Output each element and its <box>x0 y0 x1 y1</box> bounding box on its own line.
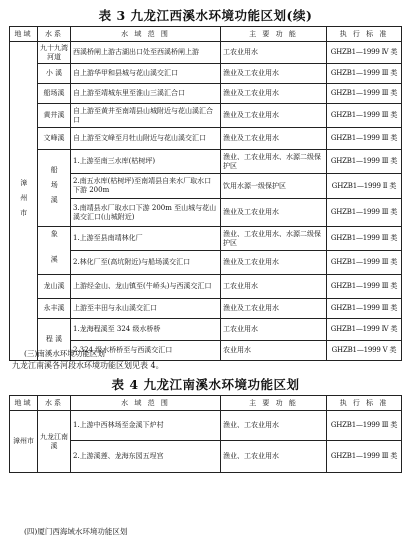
xiamen-section-heading: (四)厦门西海域水环境功能区划 <box>24 527 128 536</box>
system-cell: 船场溪 <box>38 150 71 227</box>
function-cell: 工农业用水 <box>221 42 327 64</box>
function-cell: 渔业及工农业用水 <box>221 299 327 319</box>
table-row <box>10 411 402 441</box>
header-function: 主 要 功 能 <box>221 27 327 42</box>
standard-cell: GHZB1—1999 Ⅲ 类 <box>327 441 402 473</box>
system-cell: 永丰溪 <box>38 299 71 319</box>
system-cell: 黄井溪 <box>38 104 71 128</box>
range-cell: 自上游至靖城东里至淮山三溪汇合口 <box>71 84 221 104</box>
range-cell: 2.上游溪莲、龙海东园五埕宫 <box>71 441 221 473</box>
range-cell: 3.南靖县水厂取水口下游 200m 至山城与花山溪交汇口(山城附近) <box>71 199 221 227</box>
table-row <box>10 128 402 150</box>
region-cell: 漳州市 <box>10 42 38 361</box>
range-cell: 1.上游中西林场至金溪下炉村 <box>71 411 221 441</box>
table3-header-row <box>10 27 402 42</box>
range-cell: 1.上游至县南靖林化厂 <box>71 227 221 251</box>
range-cell: 2.324 级水桥桥至与西溪交汇口 <box>71 341 221 361</box>
function-cell: 饮用水源一级保护区 <box>221 174 327 199</box>
range-cell: 自上游至黄井至南靖县山城附近与花山溪汇合口 <box>71 104 221 128</box>
function-cell: 渔业及工农业用水 <box>221 64 327 84</box>
table-row <box>10 319 402 341</box>
standard-cell: GHZB1—1999 Ⅲ 类 <box>327 104 402 128</box>
range-cell: 自上游华甲和县城与花山溪交汇口 <box>71 64 221 84</box>
standard-cell: GHZB1—1999 Ⅲ 类 <box>327 227 402 251</box>
function-cell: 渔业、工农业用水、水源二级保护区 <box>221 150 327 174</box>
system-cell: 船场溪 <box>38 84 71 104</box>
table3-title: 表 3 九龙江西溪水环境功能区划(续) <box>98 8 313 23</box>
range-cell: 2.林化厂至(高坑附近)与船场溪交汇口 <box>71 251 221 275</box>
function-cell: 渔业、工农业用水 <box>221 411 327 441</box>
range-cell: 上游经金山、龙山镇至(牛峤头)与西溪交汇口 <box>71 275 221 299</box>
system-cell: 文峰溪 <box>38 128 71 150</box>
range-cell: 上游至丰田与永山溪交汇口 <box>71 299 221 319</box>
standard-cell: GHZB1—1999 Ⅲ 类 <box>327 251 402 275</box>
header-range: 水 域 范 围 <box>71 396 221 411</box>
table-row <box>10 150 402 174</box>
function-cell: 渔业及工农业用水 <box>221 199 327 227</box>
header-range: 水 域 范 围 <box>71 27 221 42</box>
function-cell: 渔业及工农业用水 <box>221 128 327 150</box>
table-row <box>10 227 402 251</box>
system-cell: 九十九湾河道 <box>38 42 71 64</box>
standard-cell: GHZB1—1999 Ⅲ 类 <box>327 411 402 441</box>
system-cell: 龙山溪 <box>38 275 71 299</box>
table-row <box>10 42 402 64</box>
table-row <box>10 275 402 299</box>
table4-header-row <box>10 396 402 411</box>
table-row <box>10 299 402 319</box>
header-function: 主 要 功 能 <box>221 396 327 411</box>
range-cell: 自上游至文峰至月牡山附近与花山溪交汇口 <box>71 128 221 150</box>
header-region: 地域 <box>10 396 38 411</box>
region-cell: 漳州市 <box>10 411 38 473</box>
standard-cell: GHZB1—1999 Ⅲ 类 <box>327 199 402 227</box>
table4-title: 表 4 九龙江南溪水环境功能区划 <box>111 377 300 392</box>
function-cell: 工农业用水 <box>221 275 327 299</box>
function-cell: 渔业、工农业用水、水源二级保护区 <box>221 227 327 251</box>
system-cell: 象 溪 <box>38 227 71 275</box>
system-cell: 小 溪 <box>38 64 71 84</box>
standard-cell: GHZB1—1999 Ⅲ 类 <box>327 299 402 319</box>
standard-cell: GHZB1—1999 Ⅳ 类 <box>327 42 402 64</box>
header-system: 水系 <box>38 396 71 411</box>
function-cell: 渔业及工农业用水 <box>221 104 327 128</box>
range-cell: 2.南五水库(枯树坪)至南靖县自来水厂取水口下游 200m <box>71 174 221 199</box>
function-cell: 农业用水 <box>221 341 327 361</box>
standard-cell: GHZB1—1999 Ⅲ 类 <box>327 64 402 84</box>
system-cell: 程 溪 <box>38 319 71 361</box>
standard-cell: GHZB1—1999 Ⅱ 类 <box>327 174 402 199</box>
table3 <box>9 26 402 361</box>
header-standard: 执 行 标 准 <box>327 27 402 42</box>
south-section-heading: (三)南溪水环境功能区划 <box>24 349 105 358</box>
standard-cell: GHZB1—1999 Ⅳ 类 <box>327 319 402 341</box>
header-region: 地域 <box>10 27 38 42</box>
system-cell: 九龙江南溪 <box>38 411 71 473</box>
range-cell: 1.龙海程溪至 324 级水桥桥 <box>71 319 221 341</box>
table-row <box>10 104 402 128</box>
function-cell: 工农业用水 <box>221 319 327 341</box>
standard-cell: GHZB1—1999 Ⅲ 类 <box>327 84 402 104</box>
south-section-body: 九龙江南溪各河段水环境功能区划见表 4。 <box>12 361 164 370</box>
table-row <box>10 84 402 104</box>
standard-cell: GHZB1—1999 Ⅲ 类 <box>327 275 402 299</box>
standard-cell: GHZB1—1999 Ⅲ 类 <box>327 128 402 150</box>
function-cell: 渔业及工农业用水 <box>221 251 327 275</box>
range-cell: 1.上游至南三水库(枯树坪) <box>71 150 221 174</box>
header-standard: 执 行 标 准 <box>327 396 402 411</box>
standard-cell: GHZB1—1999 Ⅴ 类 <box>327 341 402 361</box>
function-cell: 渔业及工农业用水 <box>221 84 327 104</box>
table-row <box>10 64 402 84</box>
function-cell: 渔业、工农业用水 <box>221 441 327 473</box>
table4 <box>9 395 402 473</box>
header-system: 水系 <box>38 27 71 42</box>
range-cell: 西溪桥闸上游古湖出口处至西溪桥闸上游 <box>71 42 221 64</box>
standard-cell: GHZB1—1999 Ⅲ 类 <box>327 150 402 174</box>
